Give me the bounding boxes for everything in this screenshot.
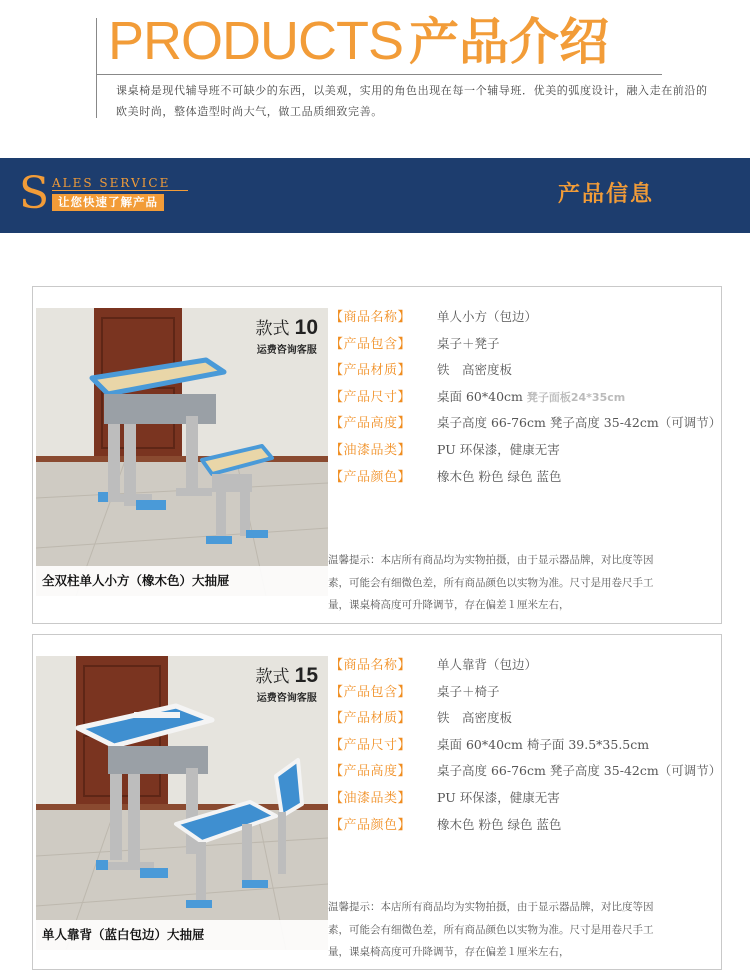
header-title xyxy=(108,10,609,72)
banner-underline xyxy=(52,190,188,191)
warm-notice: 温馨提示：本店所有商品均为实物拍摄，由于显示器品牌，对比度等因素，可能会有细微色差，所有商品颜色以实物为准。尺寸是用卷尺手工量，课桌椅高度可升降调节，存在偏差１厘米左右， xyxy=(328,901,654,958)
spec-key: 【产品颜色】 xyxy=(330,469,412,485)
style-tag xyxy=(256,314,318,356)
shipping-note: 运费咨询客服 xyxy=(256,345,317,356)
spec-value: 桌子＋凳子 xyxy=(437,335,500,351)
style-number: 10 xyxy=(294,316,318,339)
product-panel xyxy=(32,286,722,624)
spec-value: PU 环保漆，健康无害 xyxy=(437,789,560,805)
spec-value xyxy=(437,387,625,405)
style-label: 款式 xyxy=(255,319,290,339)
header-intro-text: 课桌椅是现代辅导班不可缺少的东西，以美观，实用的角色出现在每一个辅导班．优美的弧度设计，融入走在前沿的欧美时尚，整体造型时尚大气，做工品质细致完善。 xyxy=(116,84,708,118)
style-tag xyxy=(256,662,318,704)
spec-value: PU 环保漆，健康无害 xyxy=(437,441,560,457)
spec-value: 桌子＋椅子 xyxy=(437,683,500,699)
banner-letter-s: S xyxy=(19,168,50,219)
spec-key: 【产品材质】 xyxy=(330,711,412,727)
style-number: 15 xyxy=(294,664,318,687)
spec-key: 【产品颜色】 xyxy=(330,817,412,833)
spec-key: 【产品包含】 xyxy=(330,336,412,352)
spec-value: 桌面 60*40cm 椅子面 39.5*35.5cm xyxy=(437,736,650,752)
header-title-en: PRODUCTS xyxy=(108,11,404,71)
header-horizontal-rule xyxy=(96,74,662,75)
product-photo xyxy=(36,656,328,950)
spec-value: 单人靠背（包边） xyxy=(437,657,538,672)
photo-caption: 单人靠背（蓝白包边）大抽屉 xyxy=(36,920,328,950)
spec-value: 桌子高度 66-76cm 凳子高度 35-42cm（可调节） xyxy=(437,763,722,779)
photo-caption: 全双柱单人小方（橡木色）大抽屉 xyxy=(36,566,328,596)
spec-value-sub: 凳子面板24*35cm xyxy=(526,390,626,404)
banner-cn-tag: 让您快速了解产品 xyxy=(52,194,164,211)
spec-key: 【商品名称】 xyxy=(330,658,412,673)
spec-key: 【产品高度】 xyxy=(330,416,412,432)
spec-value: 铁 高密度板 xyxy=(437,710,513,726)
product-panel xyxy=(32,634,722,970)
banner-section-title: 产品信息 xyxy=(558,182,655,207)
spec-value: 铁 高密度板 xyxy=(437,362,513,378)
header-title-cn: 产品介绍 xyxy=(409,13,610,71)
spec-key: 【产品尺寸】 xyxy=(330,737,412,753)
header-vertical-rule xyxy=(96,18,97,118)
spec-key: 【产品包含】 xyxy=(330,684,412,700)
spec-key: 【商品名称】 xyxy=(330,310,412,325)
spec-value-main: 桌面 60*40cm xyxy=(437,388,527,404)
spec-value: 桌子高度 66-76cm 凳子高度 35-42cm（可调节） xyxy=(437,415,722,431)
spec-value: 单人小方（包边） xyxy=(437,309,538,324)
spec-key: 【产品高度】 xyxy=(330,764,412,780)
spec-value: 橡木色 粉色 绿色 蓝色 xyxy=(437,468,562,484)
warm-notice: 温馨提示：本店所有商品均为实物拍摄，由于显示器品牌，对比度等因素，可能会有细微色差，所有商品颜色以实物为准。尺寸是用卷尺手工量，课桌椅高度可升降调节，存在偏差１厘米左右， xyxy=(328,554,654,611)
shipping-note: 运费咨询客服 xyxy=(256,693,317,704)
spec-key: 【油漆品类】 xyxy=(330,790,412,806)
style-label: 款式 xyxy=(255,667,290,687)
spec-key: 【产品材质】 xyxy=(330,363,412,379)
spec-key: 【产品尺寸】 xyxy=(330,389,412,405)
sales-service-banner xyxy=(0,158,750,233)
products-header xyxy=(0,0,750,135)
spec-key: 【油漆品类】 xyxy=(330,442,412,458)
spec-value: 橡木色 粉色 绿色 蓝色 xyxy=(437,816,562,832)
product-photo xyxy=(36,308,328,596)
banner-en-text: ALES SERVICE xyxy=(52,176,171,190)
